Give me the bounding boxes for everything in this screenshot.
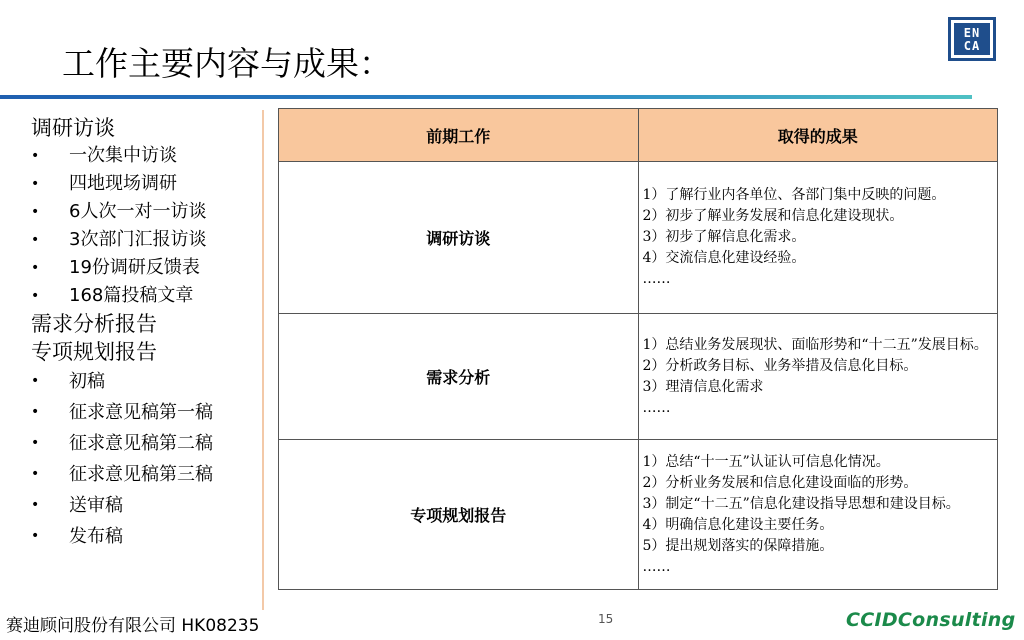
result-line: 3）初步了解信息化需求。 bbox=[642, 229, 806, 245]
result-line: …… bbox=[642, 399, 671, 416]
list-item: • 征求意见稿第一稿 bbox=[31, 402, 213, 423]
footer-company-name: 赛迪顾问股份有限公司 HK08235 bbox=[6, 616, 260, 636]
table-header-row bbox=[279, 109, 998, 162]
result-line: 1）总结业务发展现状、面临形势和“十二五”发展目标。 bbox=[642, 336, 988, 353]
section-heading-analysis: 需求分析报告 bbox=[31, 312, 157, 336]
column-header-work: 前期工作 bbox=[279, 109, 639, 162]
list-item: • 一次集中访谈 bbox=[31, 145, 177, 166]
divider-line bbox=[262, 110, 264, 610]
list-item: • 168篇投稿文章 bbox=[31, 285, 194, 306]
result-line: 2）初步了解业务发展和信息化建设现状。 bbox=[642, 208, 904, 224]
list-item: • 发布稿 bbox=[31, 526, 123, 547]
result-line: 4）交流信息化建设经验。 bbox=[642, 250, 806, 266]
result-line: 2）分析政务目标、业务举措及信息化目标。 bbox=[642, 357, 918, 374]
table-row bbox=[279, 162, 998, 314]
result-line: …… bbox=[642, 558, 671, 575]
result-line: 3）制定“十二五”信息化建设指导思想和建设目标。 bbox=[642, 495, 960, 512]
work-cell: 需求分析 bbox=[279, 314, 639, 440]
results-cell bbox=[638, 440, 998, 590]
result-line: 3）理清信息化需求 bbox=[642, 378, 764, 395]
result-line: 1）了解行业内各单位、各部门集中反映的问题。 bbox=[642, 187, 946, 203]
list-item: • 四地现场调研 bbox=[31, 173, 177, 194]
section-heading-planning: 专项规划报告 bbox=[31, 340, 157, 364]
result-line: 2）分析业务发展和信息化建设面临的形势。 bbox=[642, 474, 918, 491]
results-table bbox=[278, 108, 998, 590]
company-logo bbox=[948, 17, 996, 61]
work-cell: 专项规划报告 bbox=[279, 440, 639, 590]
page-number: 15 bbox=[598, 612, 614, 626]
results-cell bbox=[638, 162, 998, 314]
work-cell: 调研访谈 bbox=[279, 162, 639, 314]
list-item: • 送审稿 bbox=[31, 495, 123, 516]
list-item: • 征求意见稿第二稿 bbox=[31, 433, 213, 454]
table-row bbox=[279, 314, 998, 440]
list-item: • 19份调研反馈表 bbox=[31, 257, 200, 278]
result-line: …… bbox=[642, 271, 671, 287]
list-item: • 初稿 bbox=[31, 371, 105, 392]
title-underline-bar bbox=[0, 95, 972, 99]
table-row bbox=[279, 440, 998, 590]
brand-logo-text: CCIDConsulting bbox=[846, 609, 1016, 631]
result-line: 4）明确信息化建设主要任务。 bbox=[642, 516, 834, 533]
page-title: 工作主要内容与成果： bbox=[62, 44, 392, 83]
result-line: 1）总结“十一五”认证认可信息化情况。 bbox=[642, 453, 890, 470]
results-cell bbox=[638, 314, 998, 440]
section-heading-research: 调研访谈 bbox=[31, 116, 115, 140]
logo-mark: EN CA bbox=[963, 26, 981, 53]
list-item: • 征求意见稿第三稿 bbox=[31, 464, 213, 485]
list-item: • 3次部门汇报访谈 bbox=[31, 229, 207, 250]
result-line: 5）提出规划落实的保障措施。 bbox=[642, 537, 834, 554]
list-item: • 6人次一对一访谈 bbox=[31, 201, 207, 222]
column-header-results: 取得的成果 bbox=[638, 109, 998, 162]
work-outline-list bbox=[31, 114, 266, 552]
